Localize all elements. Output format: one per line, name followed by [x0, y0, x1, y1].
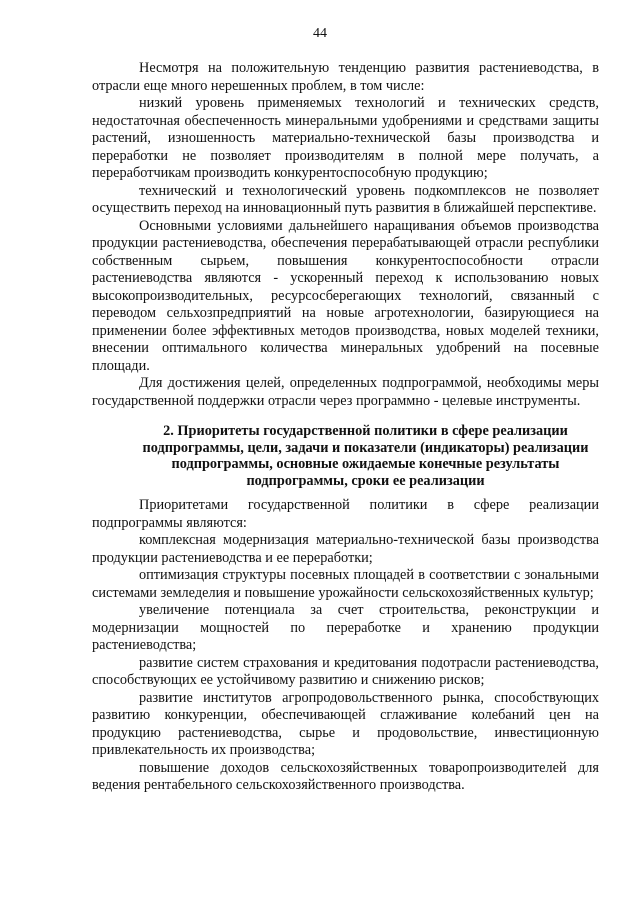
paragraph-main-conditions: Основными условиями дальнейшего наращивания объемов производства продукции растениеводства, обеспечения перерабатывающей отрасли республики собственным сырьем, повышения конкурентоспособности отрасли растениеводства являются - ускоренный переход к использованию новых высокопроизводительных, ресурсосберегающих технологий, связанный с переводом сельхозпредприятий на новые агротехнологии, базирующиеся на применении более эффективных методов производства, новых моделей техники, внесении оптимального количества минеральных удобрений на посевные площади. — [92, 217, 599, 374]
list-item-capacity-increase: увеличение потенциала за счет строительства, реконструкции и модернизации мощностей по переработке и хранению продукции растениеводства; — [92, 602, 599, 653]
list-item-insurance-credit: развитие систем страхования и кредитования подотрасли растениеводства, способствующих ее устойчивому развитию и снижению рисков; — [92, 654, 599, 688]
list-item-market-institutions: развитие институтов агропродовольственного рынка, способствующих развитию конкуренции, обеспечивающей сглаживание колебаний цен на продукцию растениеводства, сырье и продовольствие, инвестиционную привлекательность их производства; — [92, 689, 599, 758]
list-item-crop-optimization: оптимизация структуры посевных площадей в соответствии с зональными системами земледелия и повышение урожайности сельскохозяйственных культур; — [92, 567, 599, 601]
document-body — [92, 60, 599, 795]
section-heading: 2. Приоритеты государственной политики в сфере реализации подпрограммы, цели, задачи и показатели (индикаторы) реализации подпрограммы, основные ожидаемые конечные результаты подпрограммы, сроки ее реализации — [142, 423, 589, 489]
paragraph-state-support: Для достижения целей, определенных подпрограммой, необходимы меры государственной поддержки отрасли через программно - целевые инструменты. — [92, 375, 599, 409]
paragraph-problems-intro: Несмотря на положительную тенденцию развития растениеводства, в отрасли еще много нерешенных проблем, в том числе: — [92, 60, 599, 94]
paragraph-priorities-intro: Приоритетами государственной политики в сфере реализации подпрограммы являются: — [92, 497, 599, 531]
list-item-income-growth: повышение доходов сельскохозяйственных товаропроизводителей для ведения рентабельного сельскохозяйственного производства. — [92, 759, 599, 793]
paragraph-technical-level: технический и технологический уровень подкомплексов не позволяет осуществить переход на инновационный путь развития в ближайшей перспективе. — [92, 182, 599, 216]
paragraph-low-technology: низкий уровень применяемых технологий и технических средств, недостаточная обеспеченность минеральными удобрениями и средствами защиты растений, изношенность материально-технической базы производства и переработки не позволяет производителям в полной мере получать, а переработчикам производить конкурентоспособную продукцию; — [92, 95, 599, 181]
list-item-modernization: комплексная модернизация материально-технической базы производства продукции растениеводства и ее переработки; — [92, 532, 599, 566]
page-number: 44 — [313, 26, 327, 41]
